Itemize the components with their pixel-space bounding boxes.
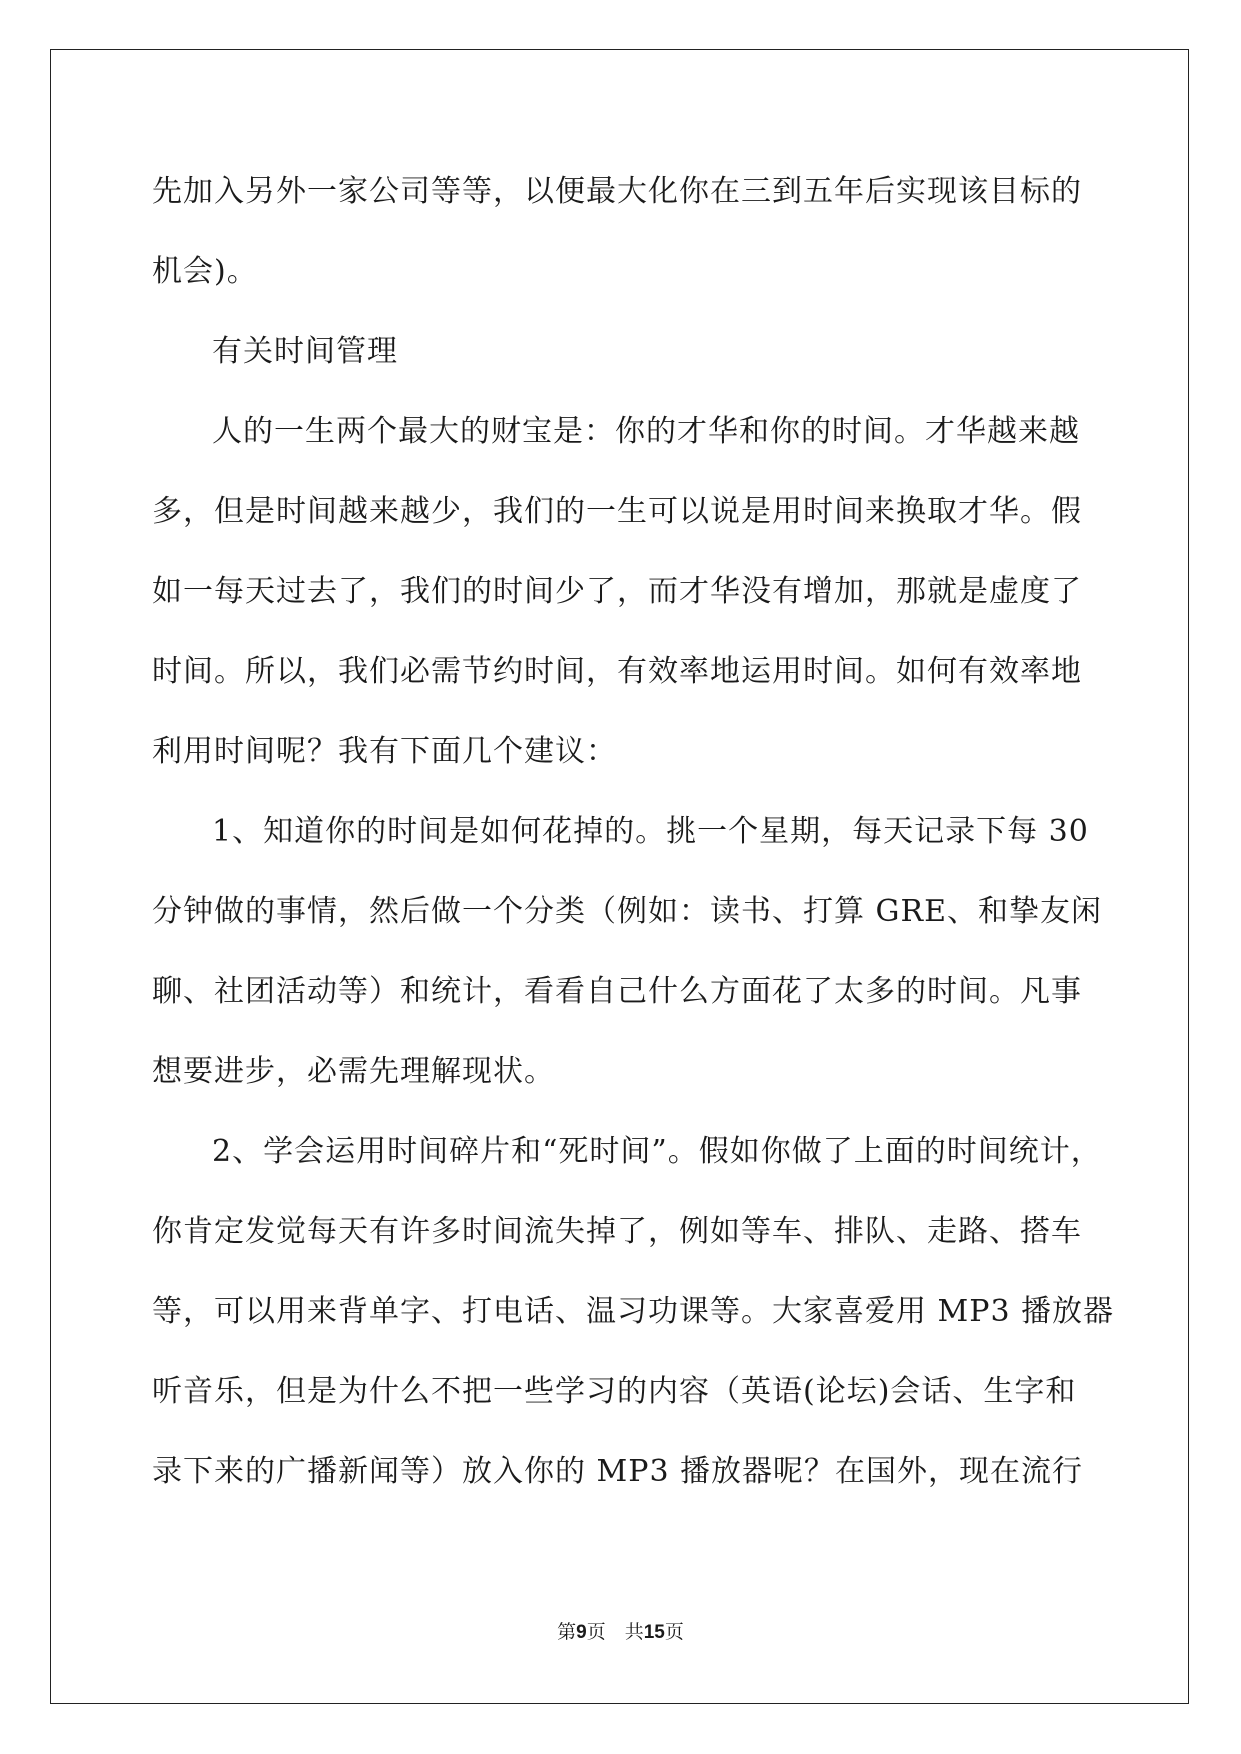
paragraph-start-line: 1、知道你的时间是如何花掉的。挑一个星期，每天记录下每 30 [212, 814, 1089, 849]
text-line: 利用时间呢？我有下面几个建议： [152, 734, 617, 769]
footer-mid: 页 共 [586, 1621, 644, 1643]
current-page-number: 9 [576, 1622, 587, 1643]
text-line: 分钟做的事情，然后做一个分类（例如：读书、打算 GRE、和挚友闲 [152, 894, 1102, 929]
text-line: 等，可以用来背单字、打电话、温习功课等。大家喜爱用 MP3 播放器 [152, 1294, 1115, 1329]
paragraph-start-line: 人的一生两个最大的财宝是：你的才华和你的时间。才华越来越 [212, 414, 1080, 449]
text-line: 听音乐，但是为什么不把一些学习的内容（英语(论坛)会话、生字和 [152, 1374, 1077, 1409]
footer-suffix: 页 [664, 1621, 684, 1643]
text-line: 时间。所以，我们必需节约时间，有效率地运用时间。如何有效率地 [152, 654, 1082, 689]
total-page-number: 15 [643, 1622, 665, 1643]
footer-prefix: 第 [557, 1621, 577, 1643]
paragraph-start-line: 2、学会运用时间碎片和“死时间”。假如你做了上面的时间统计， [212, 1134, 1102, 1169]
text-line: 先加入另外一家公司等等，以便最大化你在三到五年后实现该目标的 [152, 174, 1082, 209]
text-line: 想要进步，必需先理解现状。 [152, 1054, 555, 1089]
section-heading: 有关时间管理 [212, 334, 398, 369]
page-footer [0, 1620, 1241, 1645]
text-line: 如一每天过去了，我们的时间少了，而才华没有增加，那就是虚度了 [152, 574, 1082, 609]
text-line: 聊、社团活动等）和统计，看看自己什么方面花了太多的时间。凡事 [152, 974, 1082, 1009]
text-line: 机会)。 [152, 254, 258, 289]
text-line: 多，但是时间越来越少，我们的一生可以说是用时间来换取才华。假 [152, 494, 1082, 529]
text-line: 录下来的广播新闻等）放入你的 MP3 播放器呢？在国外，现在流行 [152, 1454, 1084, 1489]
text-line: 你肯定发觉每天有许多时间流失掉了，例如等车、排队、走路、搭车 [152, 1214, 1082, 1249]
